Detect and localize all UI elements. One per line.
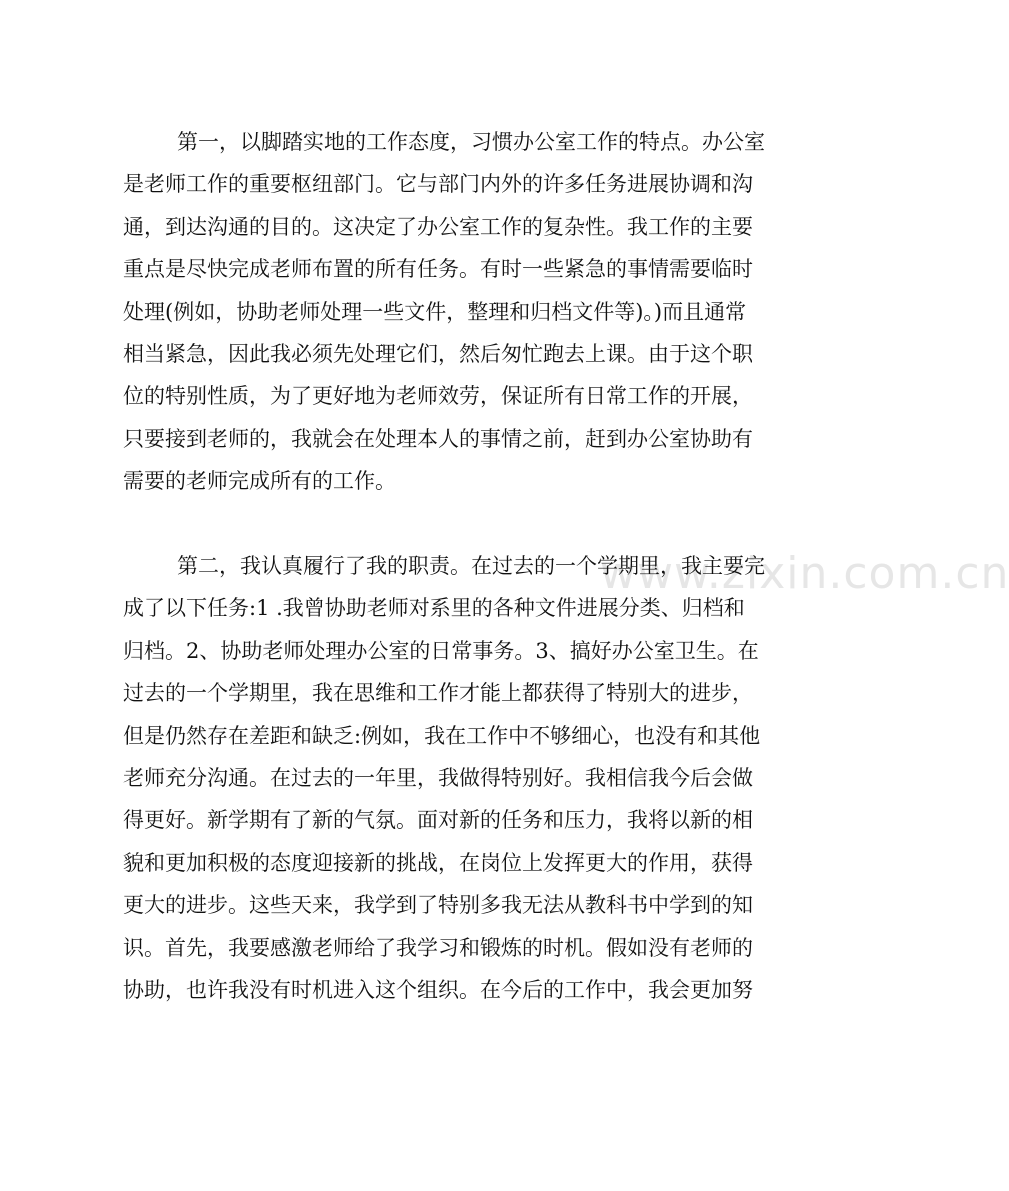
paragraph-1-line: 重点是尽快完成老师布置的所有任务。有时一些紧急的事情需要临时 bbox=[123, 257, 753, 281]
paragraph-1-line: 通，到达沟通的目的。这决定了办公室工作的复杂性。我工作的主要 bbox=[123, 215, 753, 239]
paragraph-2-line: 得更好。新学期有了新的气氛。面对新的任务和压力，我将以新的相 bbox=[123, 808, 753, 832]
paragraph-1-line: 是老师工作的重要枢纽部门。它与部门内外的许多任务进展协调和沟 bbox=[123, 172, 753, 196]
paragraph-1-line: 只要接到老师的，我就会在处理本人的事情之前，赶到办公室协助有 bbox=[123, 427, 753, 451]
paragraph-2-line: 貌和更加积极的态度迎接新的挑战，在岗位上发挥更大的作用，获得 bbox=[123, 851, 753, 875]
paragraph-2-line: 更大的进步。这些天来，我学到了特别多我无法从教科书中学到的知 bbox=[123, 893, 753, 917]
watermark: www.zixin.com.cn bbox=[600, 548, 1009, 599]
paragraph-2-line: 但是仍然存在差距和缺乏:例如，我在工作中不够细心，也没有和其他 bbox=[123, 724, 761, 748]
paragraph-2-line: 协助，也许我没有时机进入这个组织。在今后的工作中，我会更加努 bbox=[123, 978, 753, 1002]
paragraph-1-line: 第一，以脚踏实地的工作态度，习惯办公室工作的特点。办公室 bbox=[177, 130, 765, 154]
paragraph-1-line: 处理(例如，协助老师处理一些文件，整理和归档文件等)。)而且通常 bbox=[123, 300, 747, 324]
paragraph-2-line: 归档。2、协助老师处理办公室的日常事务。3、搞好办公室卫生。在 bbox=[123, 639, 759, 663]
paragraph-1-line: 需要的老师完成所有的工作。 bbox=[123, 469, 396, 493]
paragraph-2-line: 第二，我认真履行了我的职责。在过去的一个学期里，我主要完 bbox=[177, 554, 765, 578]
paragraph-2-line: 老师充分沟通。在过去的一年里，我做得特别好。我相信我今后会做 bbox=[123, 766, 753, 790]
paragraph-1-line: 相当紧急，因此我必须先处理它们，然后匆忙跑去上课。由于这个职 bbox=[123, 342, 753, 366]
paragraph-1-line: 位的特别性质，为了更好地为老师效劳，保证所有日常工作的开展， bbox=[123, 384, 753, 408]
paragraph-2-line: 识。首先，我要感激老师给了我学习和锻炼的时机。假如没有老师的 bbox=[123, 936, 753, 960]
paragraph-2-line: 过去的一个学期里，我在思维和工作才能上都获得了特别大的进步， bbox=[123, 681, 753, 705]
paragraph-2-line: 成了以下任务:1 .我曾协助老师对系里的各种文件进展分类、归档和 bbox=[123, 596, 745, 620]
